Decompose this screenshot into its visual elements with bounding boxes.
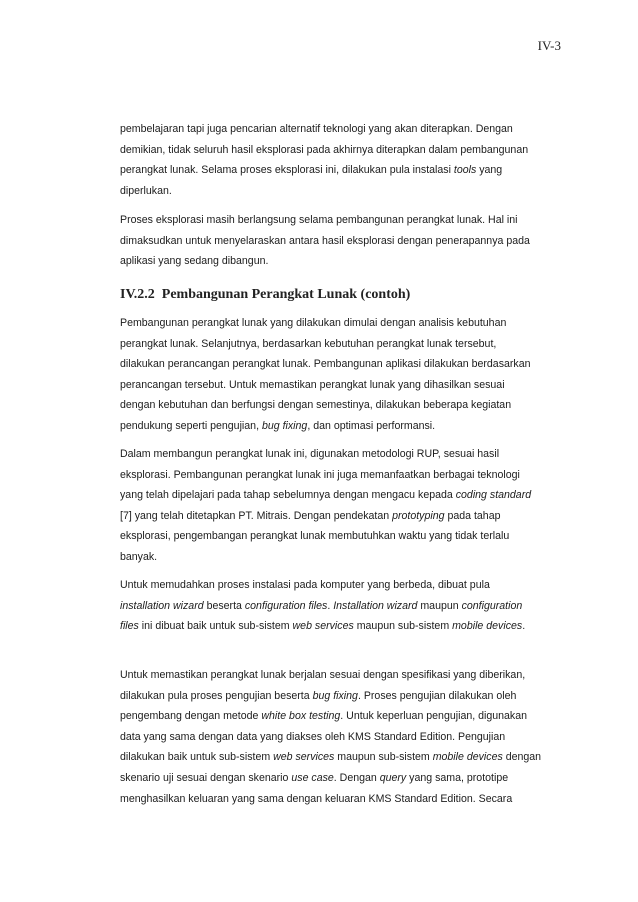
text-run: maupun [417,599,462,612]
italic-term: query [379,771,407,784]
text-run: pendukung seperti pengujian, [120,419,262,432]
text-line [120,575,548,596]
text-run: demikian, tidak seluruh hasil eksplorasi pada akhirnya diterapkan dalam pembangunan [120,143,529,156]
text-line [120,526,548,547]
text-run: perancangan tersebut. Untuk memastikan perangkat lunak yang dihasilkan sesuai [120,378,505,391]
text-line [120,485,548,506]
text-line [120,181,548,202]
text-run: beserta [203,599,245,612]
text-run: yang [476,164,503,177]
italic-term: Installation wizard [333,599,418,612]
italic-term: mobile devices [452,620,523,633]
text-run: yang telah dipelajari pada tahap sebelumnya dengan mengacu kepada [120,489,456,502]
italic-term: configuration files [244,599,328,612]
paragraph [120,575,548,637]
text-run: dilakukan perancangan perangkat lunak. Pembangunan aplikasi dilakukan berdasarkan [120,358,531,371]
text-run: dilakukan pula proses pengujian beserta [120,689,313,702]
text-run: . Untuk keperluan pengujian, digunakan [340,710,528,723]
text-line [120,768,548,789]
text-run: skenario uji sesuai dengan skenario [120,771,292,784]
page-number: IV-3 [537,38,561,53]
text-run: eksplorasi, pengembangan perangkat lunak membutuhkan waktu yang tidak terlalu [120,530,510,543]
text-line [120,354,548,375]
text-line [120,119,548,140]
text-line [120,251,548,272]
text-run: dilakukan baik untuk sub-sistem [120,751,274,764]
paragraph [120,444,548,568]
text-run: pengembang dengan metode [120,710,262,723]
italic-term: coding standard [455,489,532,502]
italic-term: tools [453,164,477,177]
text-run: Untuk memastikan perangkat lunak berjalan sesuai dengan spesifikasi yang diberikan, [120,669,526,681]
text-run: dengan [502,751,542,764]
text-line [120,789,548,810]
italic-term: white box testing [261,710,341,723]
italic-term: use case [291,771,334,784]
text-line [120,231,548,252]
text-run: Dalam membangun perangkat lunak ini, digunakan metodologi RUP, sesuai hasil [120,448,500,460]
text-line [120,395,548,416]
text-run: . Dengan [333,771,380,784]
text-run: perangkat lunak. Selanjutnya, berdasarkan kebutuhan perangkat lunak tersebut, [120,337,497,350]
text-run: . [327,599,334,612]
text-line [120,444,548,465]
text-line [120,465,548,486]
text-run: yang sama, prototipe [406,771,509,784]
text-run: , dan optimasi performansi. [307,419,436,432]
italic-term: web services [273,751,335,764]
text-line [120,686,548,707]
text-run: Proses eksplorasi masih berlangsung selama pembangunan perangkat lunak. Hal ini [120,214,518,226]
text-line [120,596,548,617]
text-line [120,334,548,355]
text-run: ini dibuat baik untuk sub-sistem [138,620,293,633]
italic-term: bug fixing [261,419,308,432]
text-run: [7] yang telah ditetapkan PT. Mitrais. Dengan pendekatan [120,509,393,522]
text-line [120,313,548,334]
text-run: eksplorasi. Pembangunan perangkat lunak ini juga memanfaatkan berbagai teknologi [120,468,520,481]
italic-term: bug fixing [312,689,358,702]
italic-term: installation wizard [120,599,204,612]
italic-term: web services [292,620,354,633]
section-heading [120,287,410,303]
text-line [120,616,548,637]
text-run: maupun sub-sistem [353,620,453,633]
text-run: pada tahap [444,509,501,522]
text-run: . Proses pengujian dilakukan oleh [357,689,517,702]
text-run: maupun sub-sistem [334,751,433,764]
italic-term: prototyping [392,509,445,522]
text-line [120,747,548,768]
text-line [120,416,548,437]
paragraph [120,313,548,437]
text-line [120,547,548,568]
section-number: IV.2.2 [120,287,155,302]
paragraph [120,665,548,809]
text-line [120,727,548,748]
italic-term: files [120,620,139,633]
text-run: diperlukan. [120,184,172,197]
text-line [120,210,548,231]
text-run: pembelajaran tapi juga pencarian alternatif teknologi yang akan diterapkan. Dengan [120,123,513,135]
paragraph [120,210,548,272]
text-line [120,706,548,727]
text-line [120,506,548,527]
text-run: data yang sama dengan data yang diakses oleh KMS Standard Edition. Pengujian [120,730,506,743]
text-line [120,665,548,686]
text-run: menghasilkan keluaran yang sama dengan keluaran KMS Standard Edition. Secara [120,792,513,805]
text-run: Untuk memudahkan proses instalasi pada komputer yang berbeda, dibuat pula [120,579,490,591]
text-run: perangkat lunak. Selama proses eksplorasi ini, dilakukan pula instalasi [120,164,454,177]
text-run: banyak. [120,550,158,563]
text-run: aplikasi yang sedang dibangun. [120,255,269,268]
text-line [120,160,548,181]
section-title: Pembangunan Perangkat Lunak (contoh) [161,287,411,302]
text-run: dimaksudkan untuk menyelaraskan antara hasil eksplorasi dengan penerapannya pada [120,234,530,247]
italic-term: configuration [461,599,523,612]
text-run: . [522,620,526,633]
text-line [120,140,548,161]
text-line [120,375,548,396]
paragraph [120,119,548,201]
text-run: Pembangunan perangkat lunak yang dilakukan dimulai dengan analisis kebutuhan [120,317,507,329]
text-run: dengan kebutuhan dan berfungsi dengan semestinya, dilakukan beberapa kegiatan [120,399,512,412]
italic-term: mobile devices [432,751,503,764]
